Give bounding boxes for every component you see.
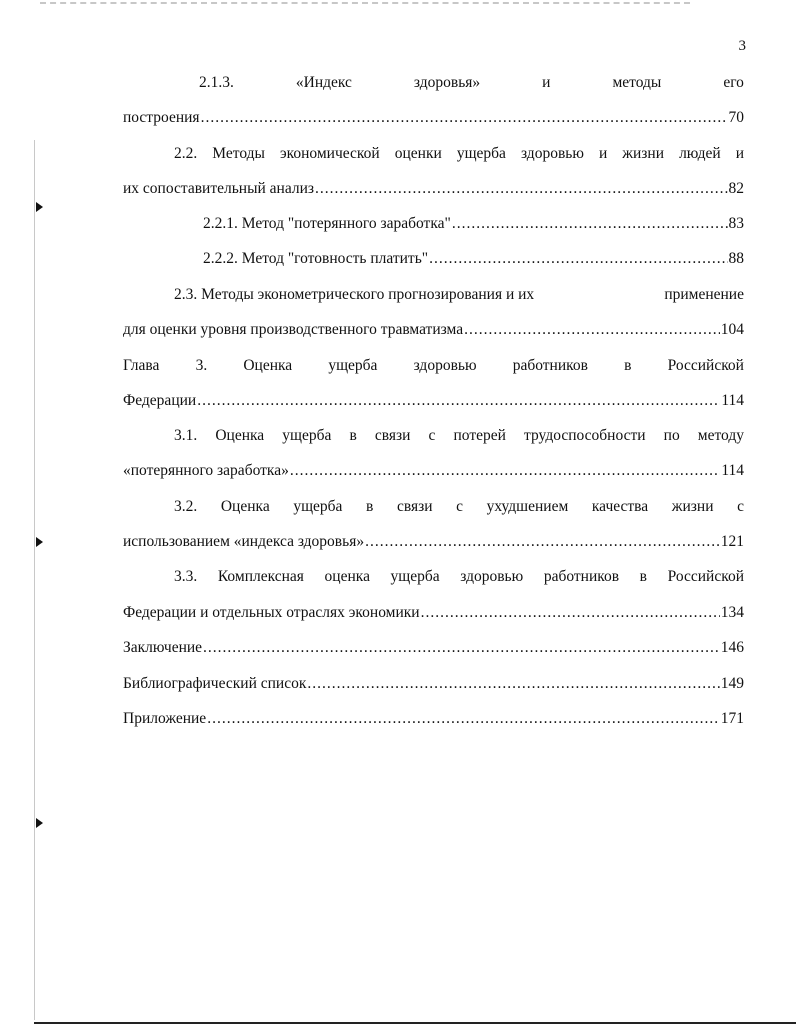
toc-entry-3-1-line2 <box>123 461 744 481</box>
toc-word: и <box>542 74 551 91</box>
toc-entry-title: их сопоставительный анализ <box>123 180 314 197</box>
toc-entry-appendix <box>123 709 744 729</box>
toc-leader <box>201 108 728 128</box>
toc-entry-chapter-3-line1 <box>123 356 744 376</box>
toc-entry-title: Заключение <box>123 639 203 656</box>
toc-entry-title: использованием «индекса здоровья» <box>123 533 365 550</box>
toc-entry-3-3-line1: 3.3. Комплексная оценка ущерба здоровью работников в Российской <box>174 568 744 585</box>
toc-page-ref: 149 <box>720 675 744 692</box>
toc-page-ref: 104 <box>720 321 744 338</box>
toc-entry-conclusion <box>123 638 744 658</box>
toc-entry-title: 2.2.2. Метод "готовность платить" <box>203 250 429 267</box>
toc-entry-title: Библиографический список <box>123 675 307 692</box>
toc-word: в <box>624 357 632 374</box>
toc-word: в <box>366 498 374 515</box>
toc-word: работников <box>512 357 588 374</box>
toc-word: Глава <box>123 357 160 374</box>
toc-entry-2-3-line1 <box>174 285 744 305</box>
toc-page-ref: 70 <box>728 109 744 126</box>
toc-entry-bibliography <box>123 674 744 694</box>
toc-word: Оценка <box>220 498 270 515</box>
toc-word: «Индекс <box>295 74 352 91</box>
toc-page-ref: 114 <box>721 462 744 479</box>
toc-entry-title: Федерации <box>123 392 197 409</box>
toc-word: 3.2. <box>174 498 198 515</box>
scan-edge-left <box>34 140 35 1020</box>
toc-entry-3-2-line2 <box>123 532 744 552</box>
toc-entry-2-3-line2 <box>123 320 744 340</box>
binding-mark-icon <box>36 202 43 212</box>
toc-entry-2-2-line1: 2.2. Методы экономической оценки ущерба здоровью и жизни людей и <box>174 145 744 162</box>
toc-page-ref: 134 <box>720 604 744 621</box>
toc-word: Оценка <box>243 357 293 374</box>
binding-mark-icon <box>36 818 43 828</box>
toc-entry-title: 2.2.1. Метод "потерянного заработка" <box>203 215 451 232</box>
toc-entry-2-2-line2 <box>123 179 744 199</box>
toc-entry-title: построения <box>123 109 200 126</box>
toc-word: жизни <box>671 498 714 515</box>
toc-word: ущерба <box>328 357 378 374</box>
toc-phrase: применение <box>664 286 744 303</box>
toc-word: его <box>723 74 744 91</box>
toc-leader <box>429 249 727 269</box>
toc-entry-title: для оценки уровня производственного травматизма <box>123 321 464 338</box>
toc-entry-title: Федерации и отдельных отраслях экономики <box>123 604 420 621</box>
scan-edge-top <box>40 2 690 4</box>
toc-word: ухудшением <box>486 498 569 515</box>
toc-leader <box>203 638 720 658</box>
toc-word: здоровья» <box>413 74 481 91</box>
scan-edge-bottom <box>34 1022 796 1024</box>
page-number: 3 <box>738 38 746 54</box>
toc-leader <box>421 603 720 623</box>
toc-page-ref: 83 <box>728 215 744 232</box>
toc-leader <box>365 532 720 552</box>
toc-leader <box>290 461 720 481</box>
toc-word: здоровью <box>413 357 477 374</box>
toc-entry-chapter-3-line2 <box>123 391 744 411</box>
toc-page-ref: 88 <box>728 250 744 267</box>
toc-entry-3-2-line1 <box>174 497 744 517</box>
toc-word: с <box>737 498 744 515</box>
toc-entry-2-1-3-line2 <box>123 108 744 128</box>
toc-word: ущерба <box>293 498 343 515</box>
toc-leader <box>307 674 719 694</box>
toc-entry-2-1-3-line1 <box>199 73 744 93</box>
toc-word: Российской <box>667 357 744 374</box>
binding-mark-icon <box>36 537 43 547</box>
toc-word: 2.1.3. <box>199 74 234 91</box>
toc-word: качества <box>591 498 649 515</box>
toc-page-ref: 146 <box>720 639 744 656</box>
toc-leader <box>464 320 720 340</box>
toc-phrase: 2.3. Методы эконометрического прогнозирования и их <box>174 286 535 303</box>
toc-leader <box>452 214 728 234</box>
toc-leader <box>207 709 720 729</box>
toc-entry-title: Приложение <box>123 710 207 727</box>
toc-entry-3-1-line1: 3.1. Оценка ущерба в связи с потерей трудоспособности по методу <box>174 427 744 444</box>
toc-word: 3. <box>195 357 208 374</box>
toc-entry-title: «потерянного заработка» <box>123 462 289 479</box>
toc-page-ref: 114 <box>721 392 744 409</box>
toc-leader <box>315 179 728 199</box>
toc-word: с <box>456 498 463 515</box>
toc-page-ref: 82 <box>728 180 744 197</box>
toc-word: методы <box>612 74 662 91</box>
toc-page-ref: 171 <box>720 710 744 727</box>
toc-entry-2-2-1 <box>203 214 744 234</box>
toc-entry-2-2-2 <box>203 249 744 269</box>
toc-entry-3-3-line2 <box>123 603 744 623</box>
toc-leader <box>197 391 720 411</box>
toc-page-ref: 121 <box>720 533 744 550</box>
toc-word: связи <box>396 498 433 515</box>
